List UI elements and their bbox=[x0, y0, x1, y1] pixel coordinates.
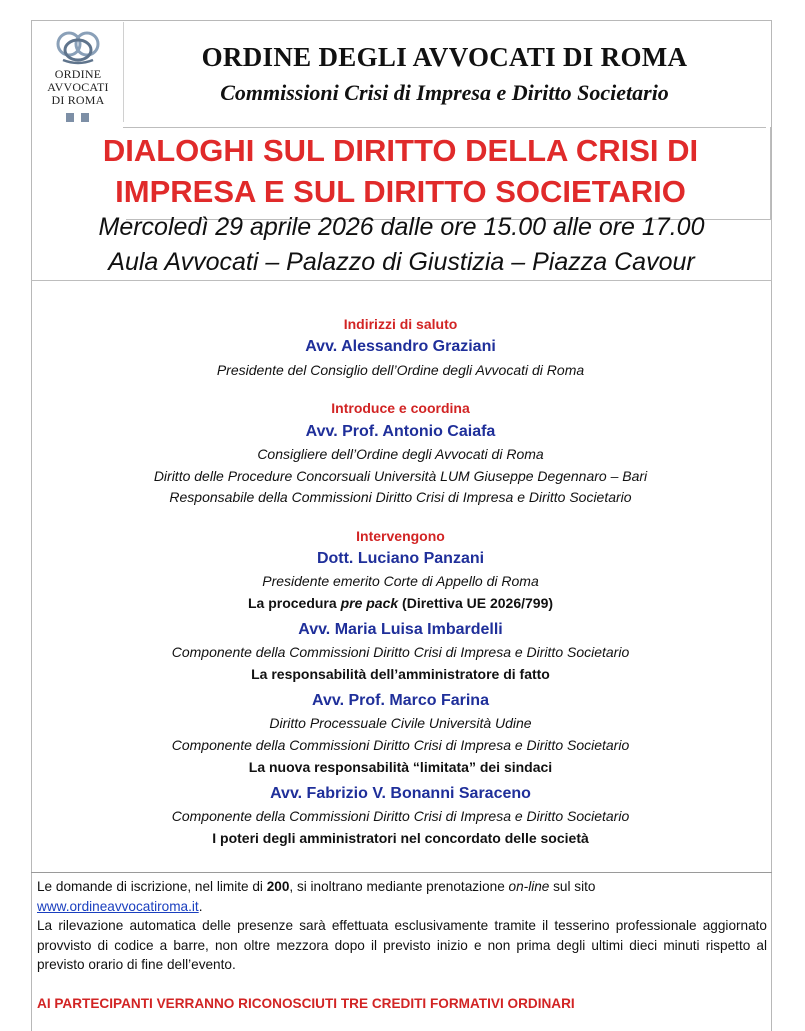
logo bbox=[33, 22, 124, 122]
website-after: . bbox=[198, 898, 203, 914]
event-title bbox=[33, 130, 768, 212]
moderator-label: Introduce e coordina bbox=[331, 400, 470, 416]
speakers-label: Intervengono bbox=[356, 528, 445, 544]
speaker-role: Componente della Commissioni Diritto Crisi di Impresa e Diritto Societario bbox=[171, 644, 630, 660]
registration-text: sul sito bbox=[549, 879, 596, 894]
logo-line-1: ORDINE bbox=[54, 67, 102, 81]
speaker-role: Diritto Processuale Civile Università Udine bbox=[269, 715, 532, 731]
speaker-topic-text: La procedura bbox=[247, 595, 341, 611]
title-box-right-edge bbox=[770, 127, 771, 220]
header-subtitle: Commissioni Crisi di Impresa e Diritto Societario bbox=[220, 80, 669, 105]
moderator-role: Consigliere dell’Ordine degli Avvocati di Roma bbox=[257, 446, 544, 462]
speaker-role: Componente della Commissioni Diritto Crisi di Impresa e Diritto Societario bbox=[171, 808, 630, 824]
speaker-topic-text: (Direttiva UE 2026/799) bbox=[398, 595, 554, 611]
notes-rule bbox=[31, 872, 772, 873]
registration-text: , si inoltrano mediante prenotazione bbox=[289, 879, 509, 894]
logo-line-2: AVVOCATI bbox=[47, 80, 109, 94]
speaker-topic: La nuova responsabilità “limitata” dei sindaci bbox=[248, 759, 553, 775]
moderator-name: Avv. Prof. Antonio Caiafa bbox=[305, 423, 496, 440]
speaker-topic: I poteri degli amministratori nel concordato delle società bbox=[212, 830, 589, 846]
speaker-role: Componente della Commissioni Diritto Crisi di Impresa e Diritto Societario bbox=[171, 737, 630, 753]
website-link[interactable]: www.ordineavvocatiroma.it bbox=[37, 898, 199, 914]
registration-limit: 200 bbox=[266, 879, 290, 894]
event-title-line-1: DIALOGHI SUL DIRITTO DELLA CRISI DI bbox=[102, 133, 699, 168]
registration-text: Le domande di iscrizione, nel limite di bbox=[37, 879, 267, 894]
moderator-role: Responsabile della Commissioni Diritto Crisi di Impresa e Diritto Societario bbox=[169, 489, 632, 505]
credits-notice: AI PARTECIPANTI VERRANNO RICONOSCIUTI TRE CREDITI FORMATIVI ORDINARI bbox=[37, 996, 575, 1011]
registration-notes bbox=[37, 877, 767, 975]
speaker-role: Presidente emerito Corte di Appello di Roma bbox=[262, 573, 539, 589]
logo-line-3: DI ROMA bbox=[51, 93, 105, 107]
greetings-speaker-name: Avv. Alessandro Graziani bbox=[305, 338, 496, 355]
logo-wordmark bbox=[33, 68, 123, 107]
speaker-name: Avv. Maria Luisa Imbardelli bbox=[298, 621, 503, 638]
greetings-label: Indirizzi di saluto bbox=[343, 316, 458, 332]
registration-paragraph bbox=[37, 877, 767, 897]
event-place: Aula Avvocati – Palazzo di Giustizia – Piazza Cavour bbox=[108, 248, 695, 276]
speaker-name: Avv. Fabrizio V. Bonanni Saraceno bbox=[270, 785, 531, 802]
speaker-topic bbox=[33, 595, 768, 611]
speaker-name: Dott. Luciano Panzani bbox=[316, 550, 485, 567]
header-rule-top bbox=[123, 127, 766, 128]
speaker-name: Avv. Prof. Marco Farina bbox=[312, 692, 489, 709]
website-paragraph bbox=[37, 897, 767, 917]
moderator-role: Diritto delle Procedure Concorsuali Università LUM Giuseppe Degennaro – Bari bbox=[153, 468, 648, 484]
place-box-bottom bbox=[31, 280, 772, 281]
event-date: Mercoledì 29 aprile 2026 dalle ore 15.00 alle ore 17.00 bbox=[98, 213, 705, 241]
logo-pillars-icon bbox=[66, 112, 92, 122]
speaker-topic: La responsabilità dell’amministratore di fatto bbox=[251, 666, 550, 682]
header-title: ORDINE DEGLI AVVOCATI DI ROMA bbox=[201, 42, 688, 72]
registration-online: on-line bbox=[508, 879, 550, 894]
greetings-speaker-role: Presidente del Consiglio dell’Ordine degli Avvocati di Roma bbox=[216, 362, 585, 378]
attendance-paragraph: La rilevazione automatica delle presenze sarà effettuata esclusivamente tramite il tesserino professionale aggiornato provvisto di codice a barre, non oltre mezzora dopo il previsto inizio e non prima degli ultimi dieci minuti rispetto al previsto orario di fine dell’evento. bbox=[37, 918, 767, 972]
event-title-line-2: IMPRESA E SUL DIRITTO SOCIETARIO bbox=[115, 174, 686, 209]
intertwined-knot-emblem-icon bbox=[55, 30, 101, 66]
speaker-topic-italic: pre pack bbox=[340, 595, 399, 611]
